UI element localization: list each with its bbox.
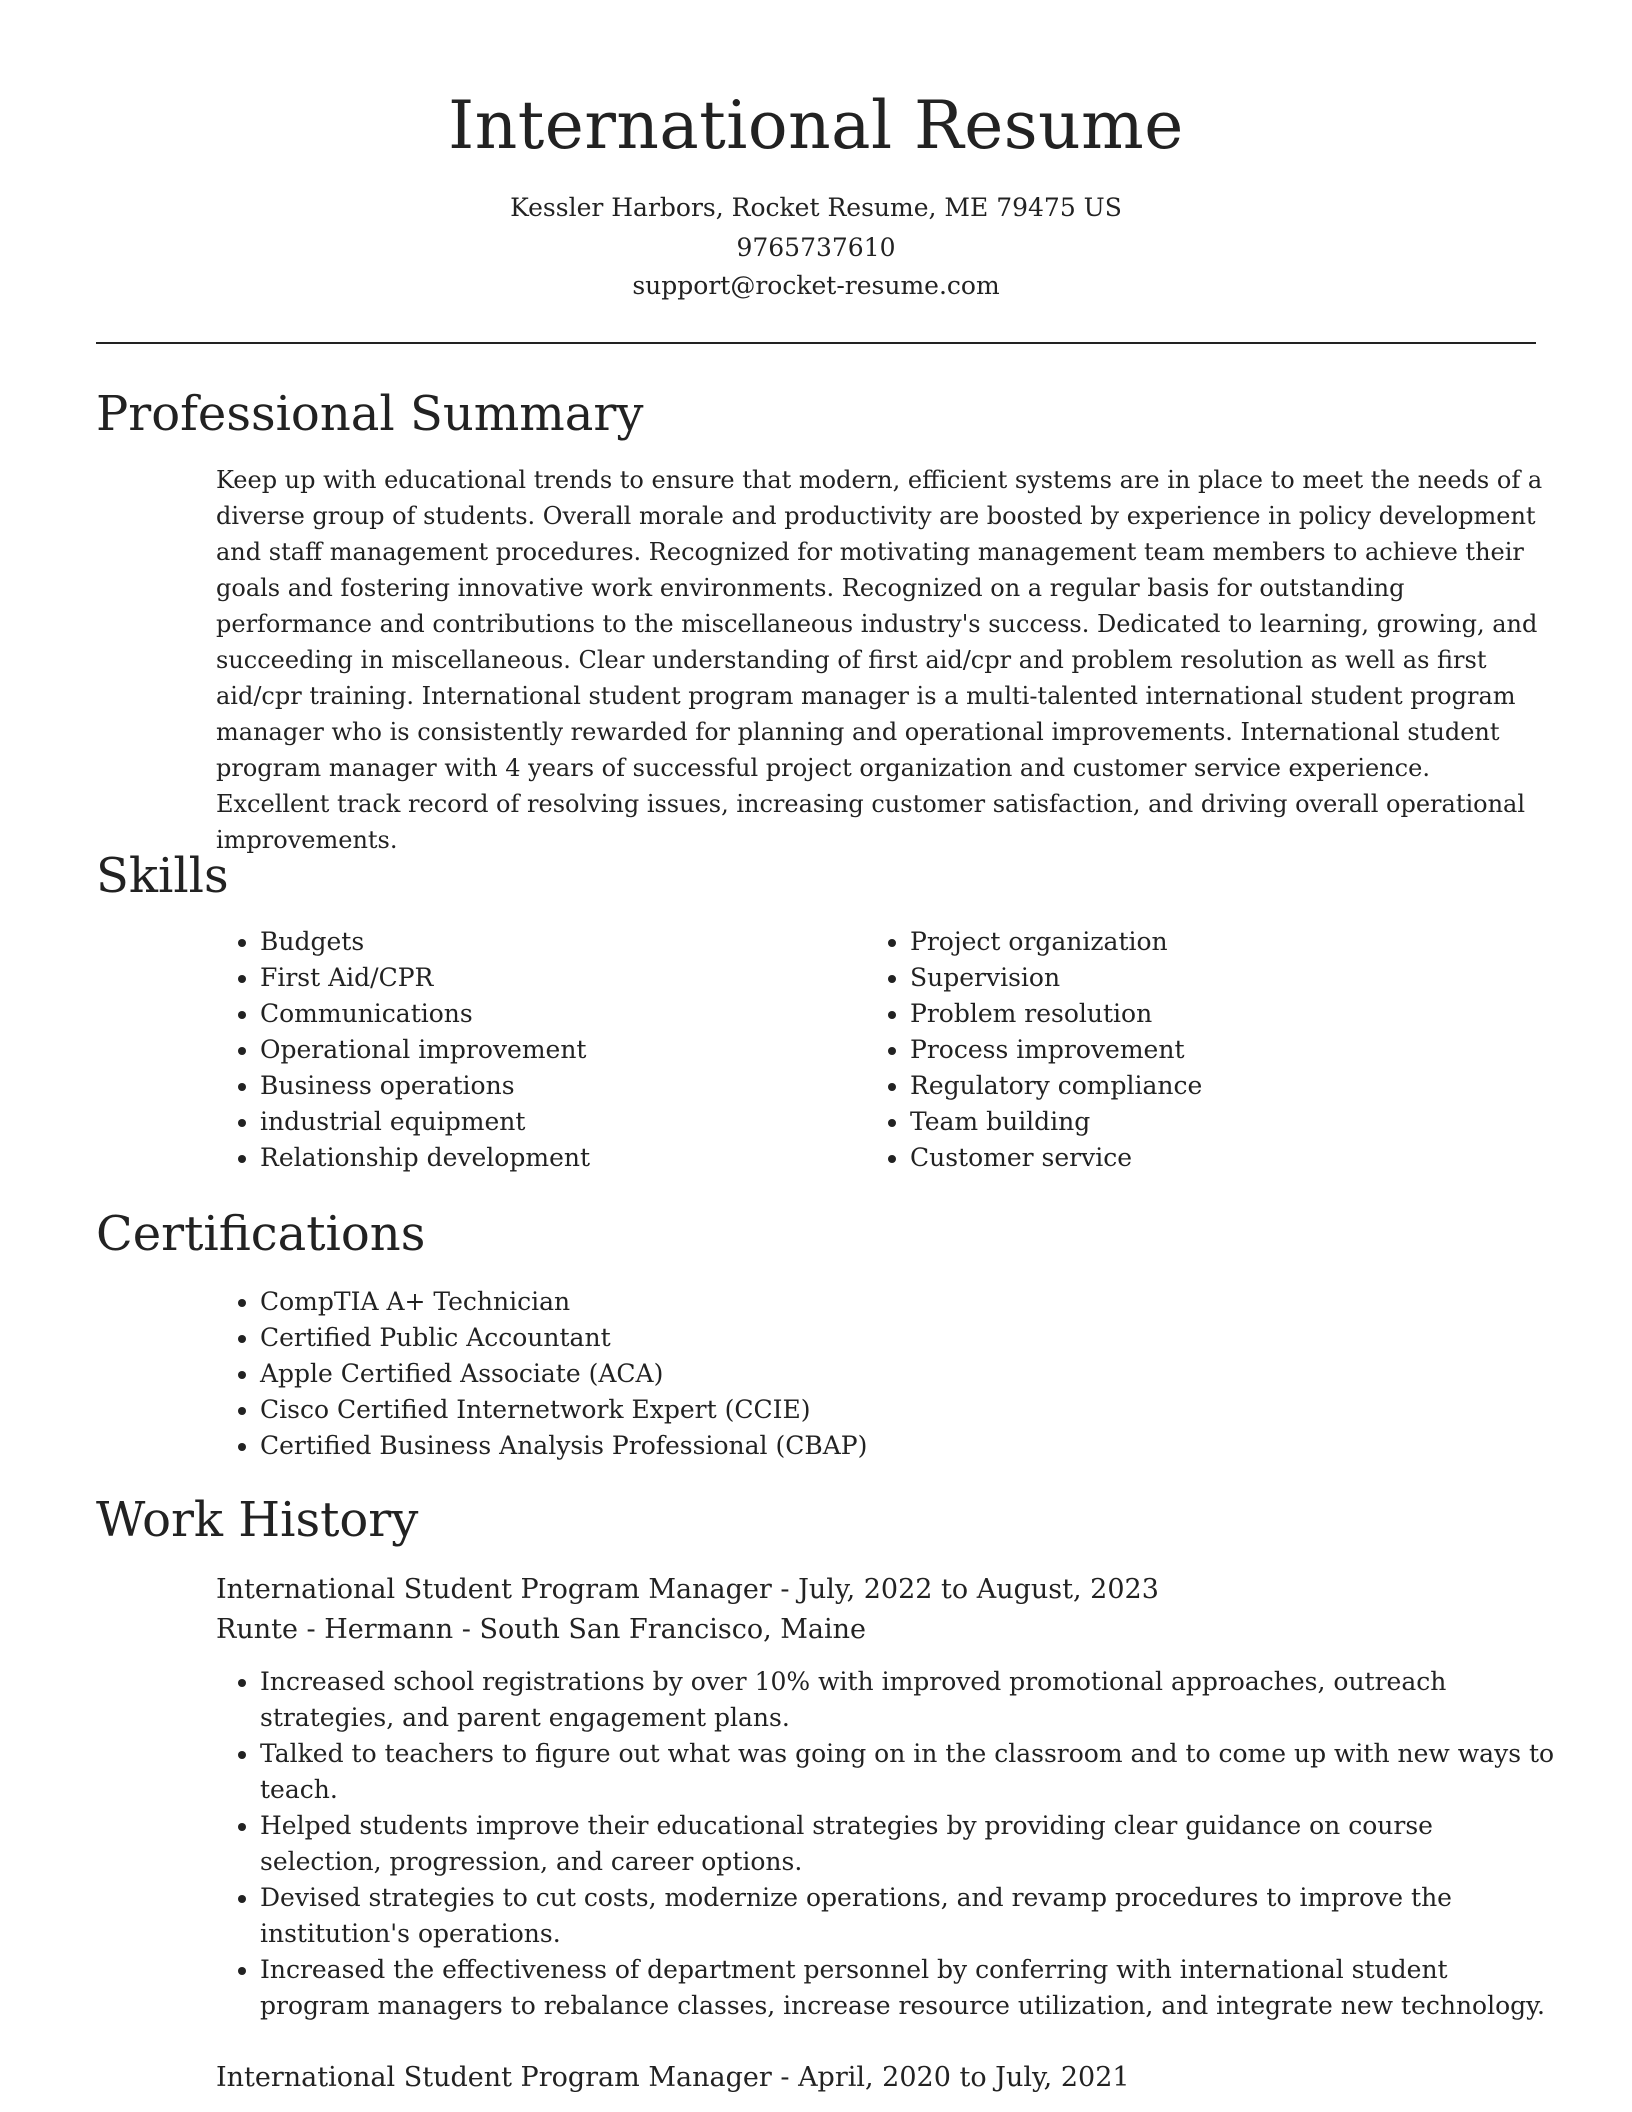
header-divider: [96, 342, 1536, 344]
list-item: • Operational improvement: [260, 1032, 820, 1068]
work-history-heading: Work History: [96, 1492, 419, 1548]
job-title-line: [216, 1570, 1159, 1610]
contact-phone: 9765737610: [736, 233, 896, 262]
list-item: • Increased school registrations by over 10% with improved promotional approaches, outreach strategies, and parent engagement plans.: [260, 1664, 1560, 1736]
certifications-heading: Certifications: [96, 1206, 426, 1262]
list-item: • Certified Public Accountant: [260, 1320, 1560, 1356]
list-item: • Supervision: [910, 960, 1510, 996]
job-separator: -: [780, 2062, 799, 2093]
list-item: • Business operations: [260, 1068, 820, 1104]
list-item: • Budgets: [260, 924, 820, 960]
list-item: • Helped students improve their educational strategies by providing clear guidance on course selection, progression, and career options.: [260, 1808, 1560, 1880]
list-item: • Project organization: [910, 924, 1510, 960]
list-item: • Increased the effectiveness of department personnel by conferring with international student program managers to rebalance classes, increase resource utilization, and integrate new technology.: [260, 1952, 1560, 2024]
list-item: • industrial equipment: [260, 1104, 820, 1140]
list-item: • Team building: [910, 1104, 1510, 1140]
job-title: International Student Program Manager: [216, 2062, 772, 2093]
job-dates: April, 2020 to July, 2021: [798, 2062, 1130, 2093]
list-item: • First Aid/CPR: [260, 960, 820, 996]
summary-text: Keep up with educational trends to ensure that modern, efficient systems are in place to meet the needs of a diverse group of students. Overall morale and productivity are boosted by experience in policy development and staff management procedures. Recognized for motivating management team members to achieve their goals and fostering innovative work environments. Recognized on a regular basis for outstanding performance and contributions to the miscellaneous industry's success. Dedicated to learning, growing, and succeeding in miscellaneous. Clear understanding of first aid/cpr and problem resolution as well as first aid/cpr training. International student program manager is a multi-talented international student program manager who is consistently rewarded for planning and operational improvements. International student program manager with 4 years of successful project organization and customer service experience. Excellent track record of resolving issues, increasing customer satisfaction, and driving overall operational improvements.: [216, 466, 1543, 854]
job-bullets: [216, 1664, 1560, 2024]
list-item: • Cisco Certified Internetwork Expert (CCIE): [260, 1392, 1560, 1428]
list-item: • Talked to teachers to figure out what was going on in the classroom and to come up with new ways to teach.: [260, 1736, 1560, 1808]
list-item: • Regulatory compliance: [910, 1068, 1510, 1104]
list-item: • Relationship development: [260, 1140, 820, 1176]
job-title-line: [216, 2058, 1130, 2098]
job-location: South San Francisco, Maine: [479, 1614, 867, 1645]
job-separator: -: [780, 1574, 799, 1605]
list-item: • Certified Business Analysis Professional (CBAP): [260, 1428, 1560, 1464]
job-title: International Student Program Manager: [216, 1574, 772, 1605]
list-item: • Problem resolution: [910, 996, 1510, 1032]
resume-name: International Resume: [448, 87, 1184, 164]
summary-heading: Professional Summary: [96, 386, 644, 442]
list-item: • Apple Certified Associate (ACA): [260, 1356, 1560, 1392]
list-item: • Process improvement: [910, 1032, 1510, 1068]
job-dates: July, 2022 to August, 2023: [798, 1574, 1159, 1605]
job-company: Runte - Hermann: [216, 1614, 454, 1645]
skills-list-right: [866, 924, 1510, 1176]
skills-list-left: [216, 924, 820, 1176]
job-company-line: [216, 1610, 866, 1650]
skills-heading: Skills: [96, 848, 229, 904]
list-item: • Devised strategies to cut costs, modernize operations, and revamp procedures to improve the institution's operations.: [260, 1880, 1560, 1952]
certifications-list: [216, 1284, 1560, 1464]
list-item: • Communications: [260, 996, 820, 1032]
contact-email: support@rocket-resume.com: [632, 271, 1000, 300]
contact-address: Kessler Harbors, Rocket Resume, ME 79475 US: [510, 193, 1122, 222]
list-item: • CompTIA A+ Technician: [260, 1284, 1560, 1320]
list-item: • Customer service: [910, 1140, 1510, 1176]
job-separator: -: [461, 1614, 480, 1645]
